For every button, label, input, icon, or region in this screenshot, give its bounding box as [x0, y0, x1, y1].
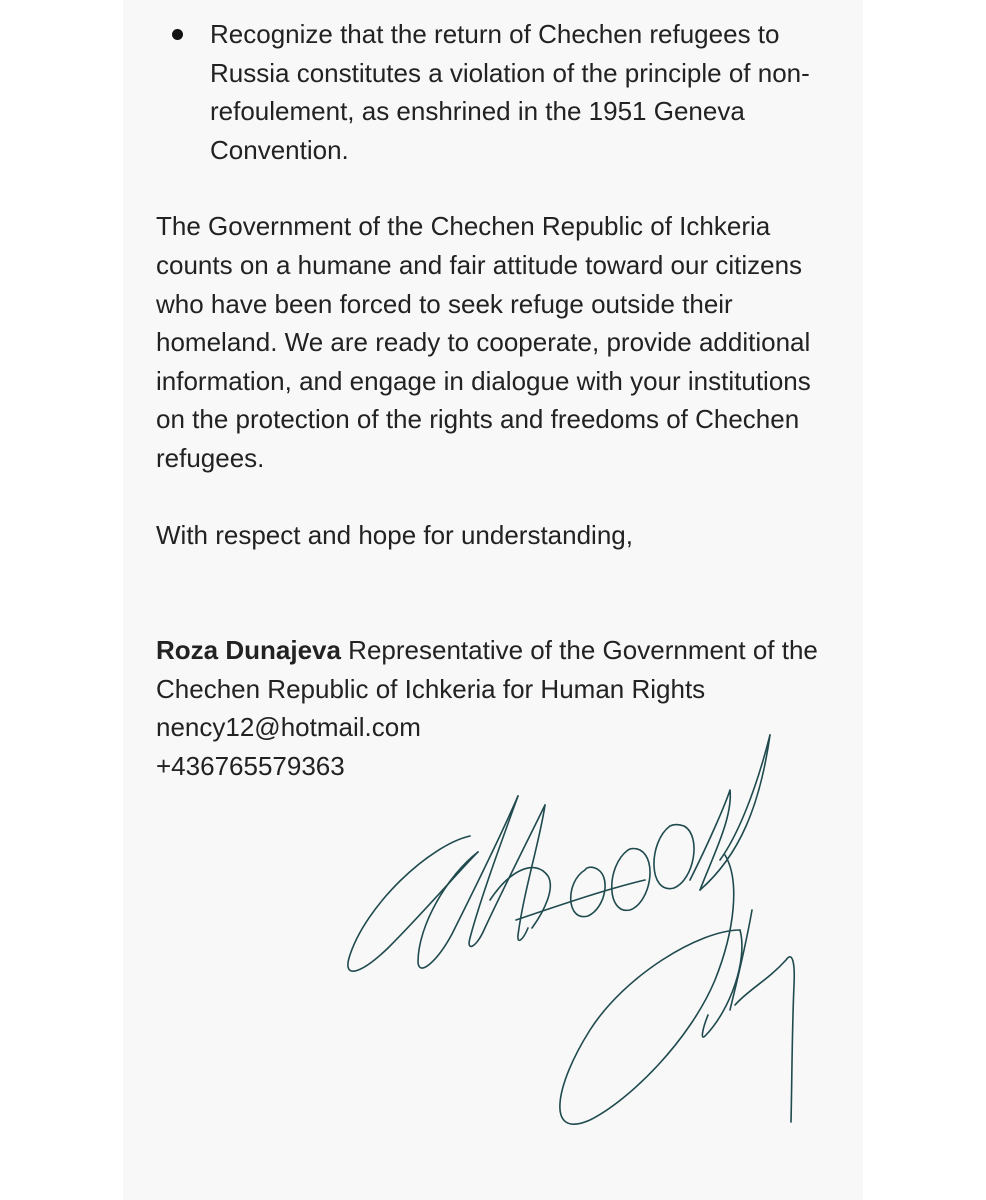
signer-name: Roza Dunajeva — [156, 635, 341, 666]
body-paragraph: The Government of the Chechen Republic of Ichkeria counts on a humane and fair attitude toward our citizens who have been forced to seek refuge outside their homeland. We are ready to cooperate, provide additional information, and engage in dialogue with your institutions on the protection of the rights and freedoms of Chechen refugees. — [156, 211, 811, 473]
signer-email: nency12@hotmail.com — [156, 712, 421, 743]
closing-line: With respect and hope for understanding, — [156, 519, 633, 550]
signer-line — [156, 631, 836, 708]
bullet-dot-icon — [172, 29, 183, 40]
signer-phone: +436765579363 — [156, 750, 345, 781]
bullet-list — [156, 15, 836, 169]
letter-body — [156, 15, 836, 786]
bullet-item — [156, 15, 836, 169]
document-page — [123, 0, 863, 1200]
bullet-text: Recognize that the return of Chechen refugees to Russia constitutes a violation of the principle of non-refoulement, as enshrined in the 1951 Geneva Convention. — [210, 19, 810, 165]
signature-block — [156, 631, 836, 785]
signer-title: Representative of the Government of the Chechen Republic of Ichkeria for Human Rights — [156, 635, 818, 704]
